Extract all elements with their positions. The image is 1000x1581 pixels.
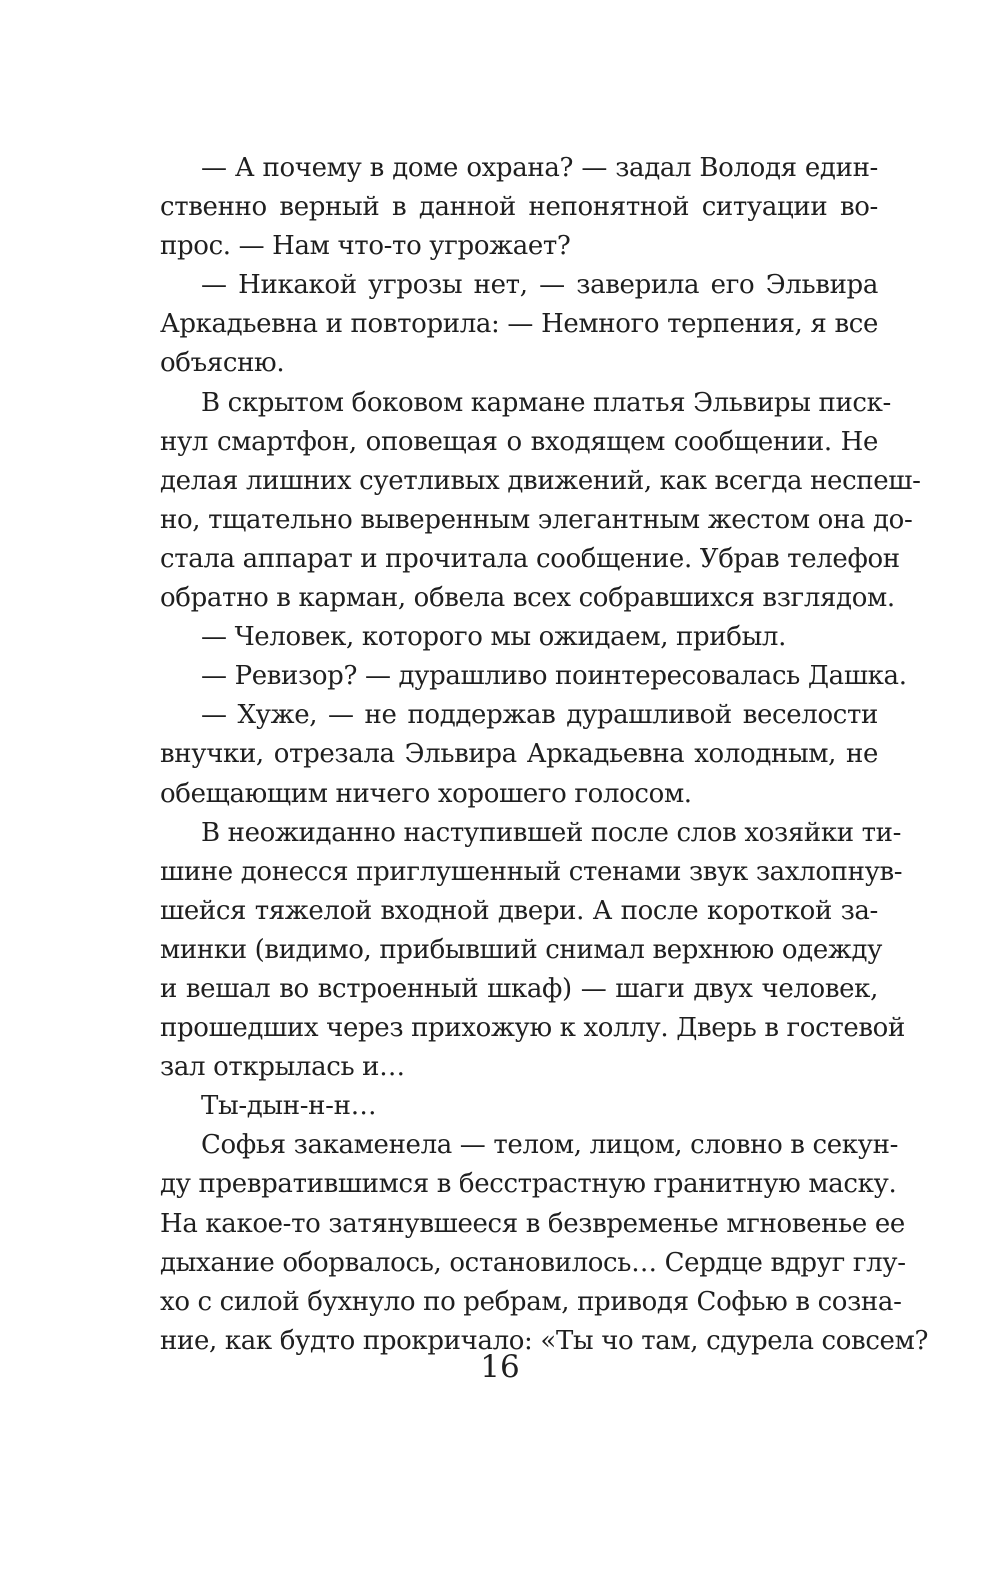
text-line: прошедших через прихожую к холлу. Дверь в гостевой [160,1013,905,1044]
text-line: обещающим ничего хорошего голосом. [160,778,692,809]
text-line: делая лишних суетливых движений, как всегда неспеш- [160,465,921,496]
text-line: ду превратившимся в бесстрастную гранитную маску. [160,1169,897,1200]
paragraph [160,1126,929,1361]
text-line: дыхание оборвалось, остановилось… Сердце вдруг глу- [160,1247,906,1278]
text-line: На какое-то затянувшееся в безвременье мгновенье ее [160,1208,905,1239]
text-line: объясню. [160,348,285,379]
text-line: ственно верный в данной непонятной ситуации во- [160,192,878,223]
book-page-text [160,149,929,1361]
paragraph [160,696,878,813]
text-line: Аркадьевна и повторила: — Немного терпения, я все [160,309,878,340]
text-line: нул смартфон, оповещая о входящем сообщении. Не [160,426,878,457]
text-line: Ты-дын-н-н… [201,1091,377,1122]
text-line: стала аппарат и прочитала сообщение. Убрав телефон [160,543,900,574]
text-line: — Человек, которого мы ожидаем, прибыл. [201,622,787,653]
paragraph [160,657,907,696]
text-line: хо с силой бухнуло по ребрам, приводя Софью в созна- [160,1286,902,1317]
text-line: шине донесся приглушенный стенами звук захлопнув- [160,856,903,887]
text-line: шейся тяжелой входной двери. А после короткой за- [160,895,878,926]
text-line: прос. — Нам что-то угрожает? [160,231,571,262]
paragraph [160,149,878,266]
paragraph [160,266,878,383]
text-line: внучки, отрезала Эльвира Аркадьевна холодным, не [160,739,878,770]
text-line: зал открылась и… [160,1052,405,1083]
text-line: минки (видимо, прибывший снимал верхнюю одежду [160,934,883,965]
paragraph [160,618,878,657]
paragraph [160,814,905,1088]
text-line: — Хуже, — не поддержав дурашливой веселости [201,700,878,731]
text-line: — А почему в доме охрана? — задал Володя един- [201,153,878,183]
text-line: ние, как будто прокричало: «Ты чо там, сдурела совсем? [160,1325,929,1356]
text-line: обратно в карман, обвела всех собравшихся взглядом. [160,583,895,614]
text-line: В неожиданно наступившей после слов хозяйки ти- [201,817,902,848]
text-line: — Ревизор? — дурашливо поинтересовалась Дашка. [201,661,907,692]
paragraph [160,384,921,619]
text-line: но, тщательно выверенным элегантным жестом она до- [160,504,913,535]
text-line: и вешал во встроенный шкаф) — шаги двух человек, [160,973,878,1004]
text-line: В скрытом боковом кармане платья Эльвиры писк- [201,387,891,418]
text-line: — Никакой угрозы нет, — заверила его Эльвира [201,270,878,301]
page-number: 16 [480,1349,520,1385]
paragraph [160,1087,878,1126]
text-line: Софья закаменела — телом, лицом, словно в секун- [201,1130,899,1161]
